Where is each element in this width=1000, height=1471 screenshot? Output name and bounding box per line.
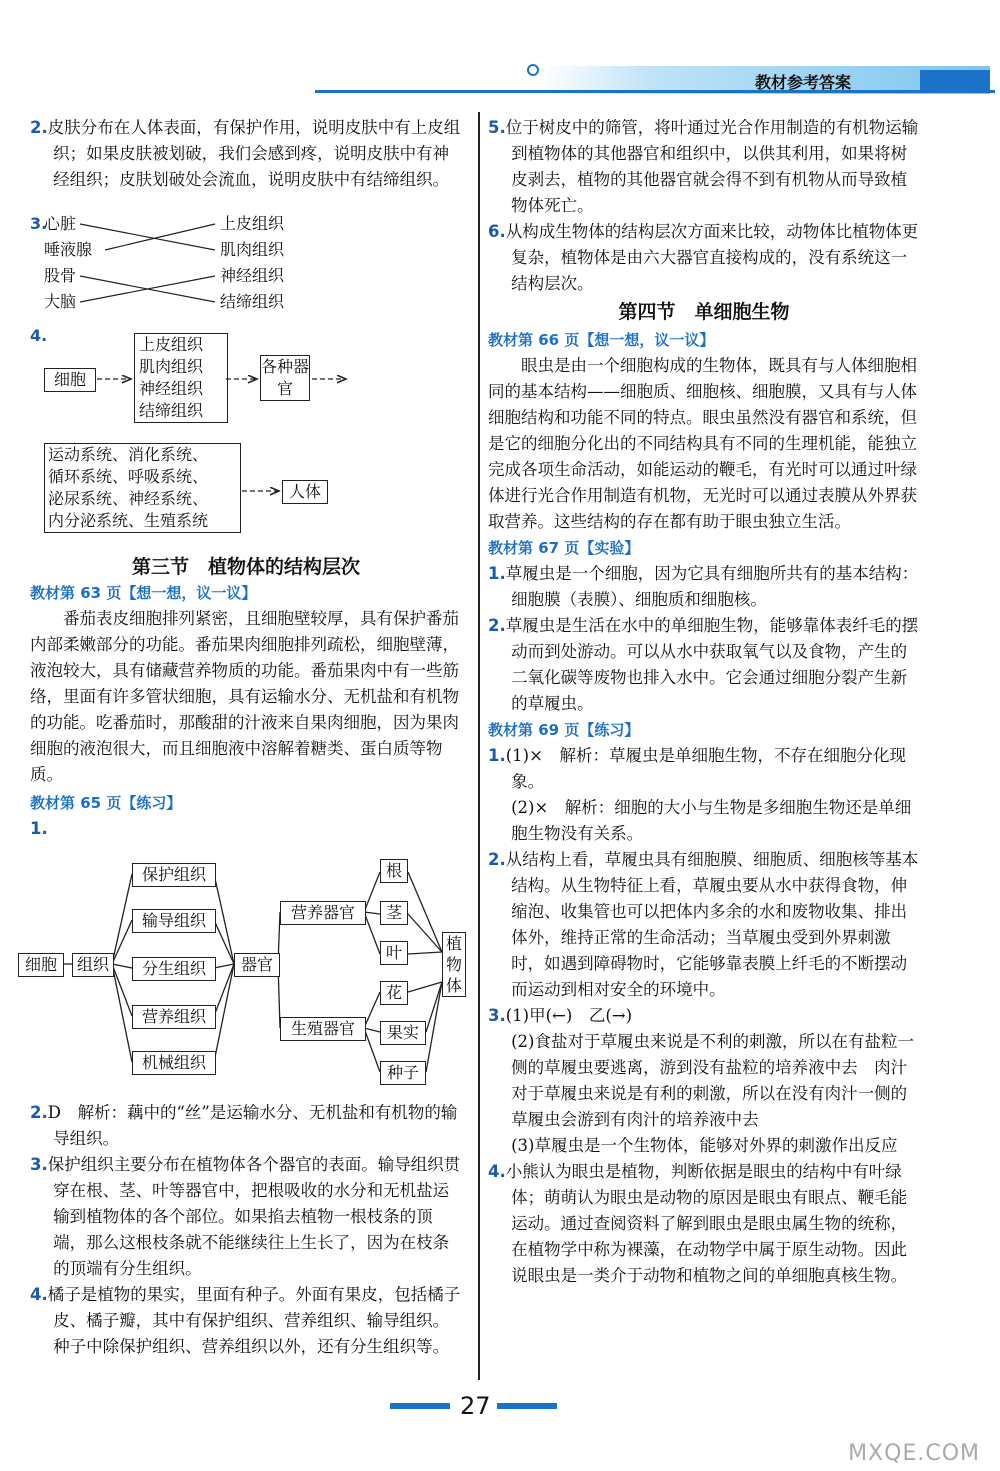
- match-left-1: 心脏: [44, 214, 77, 233]
- sub-69-label: 教材第 69 页【练习】: [488, 721, 640, 739]
- sub-66-label: 教材第 66 页【想一想，议一议】: [488, 331, 715, 349]
- answer-3b: 3.保护组织主要分布在植物体各个器官的表面。输导组织贯穿在根、茎、叶等器官中，把根吸收的水分和无机盐运输到植物体的各个部位。如果掐去植物一根枝条的顶端，那么这根枝条就不能继续往上生长了，因为在枝条的顶端有分生组织。: [30, 1155, 461, 1278]
- human-box: 人体: [282, 480, 328, 504]
- meristem-tissue-box: 分生组织: [132, 957, 216, 981]
- ex-answer-2: 2.从结构上看，草履虫具有细胞膜、细胞质、细胞核等基本结构。从生物特征上看，草履虫要从水中获得食物，伸缩泡、收集管也可以把体内多余的水和废物收集、排出体外，维持正常的生命活动；当草履虫受到外界刺激时，如遇到障碍物时，它能够靠表膜上纤毛的不断摆动而运动到相对安全的环境中。: [488, 850, 919, 999]
- answer-4b: 4.橘子是植物的果实，里面有种子。外面有果皮，包括橘子皮、橘子瓣，其中有保护组织、营养组织、输导组织。种子中除保护组织、营养组织以外，还有分生组织等。: [30, 1285, 461, 1356]
- header-title: 教材参考答案: [755, 73, 852, 92]
- plant-structure-diagram: [14, 852, 469, 1092]
- match-right-4: 结缔组织: [220, 292, 285, 311]
- ex-answer-3c: (3)草履虫是一个生物体，能够对外界的刺激作出反应: [511, 1136, 898, 1155]
- answer-6: 6.从构成生物体的结构层次方面来比较，动物体比植物体更复杂，植物体是由六大器官直接构成的，没有系统这一结构层次。: [488, 222, 919, 293]
- answer-5: 5.位于树皮中的筛管，将叶通过光合作用制造的有机物运输到植物体的其他器官和组织中，以供其利用，如果将树皮剥去，植物的其他器官就会得不到有机物从而导致植物体死亡。: [488, 118, 919, 215]
- protective-tissue-box: 保护组织: [132, 863, 216, 887]
- sub-63-label: 教材第 63 页【想一想，议一议】: [30, 584, 257, 602]
- exp-answer-2: 2.草履虫是生活在水中的单细胞生物，能够靠体表纤毛的摆动而到处游动。可以从水中获取氧气以及食物，产生的二氧化碳等废物也排入水中。它会通过细胞分裂产生新的草履虫。: [488, 616, 919, 713]
- tissues-box: 上皮组织 肌肉组织 神经组织 结缔组织: [134, 333, 228, 423]
- sub-65-label: 教材第 65 页【练习】: [30, 794, 182, 812]
- match-left-2: 唾液腺: [44, 240, 93, 259]
- fruit-box: 果实: [380, 1021, 426, 1045]
- ex-answer-1a: 1.(1)× 解析：草履虫是单细胞生物，不存在细胞分化现象。: [488, 746, 906, 791]
- match-left-4: 大脑: [44, 292, 77, 311]
- seed-box: 种子: [380, 1061, 426, 1085]
- match-right-3: 神经组织: [220, 266, 285, 285]
- footer-deco-right: [497, 1403, 557, 1409]
- match-lines: [30, 213, 230, 313]
- mechanical-tissue-box: 机械组织: [132, 1051, 216, 1075]
- footer-deco-left: [390, 1403, 450, 1409]
- left-column: [30, 115, 462, 193]
- ex-answer-4: 4.小熊认为眼虫是植物，判断依据是眼虫的结构中有叶绿体；萌萌认为眼虫是动物的原因是眼虫有眼点、鞭毛能运动。通过查阅资料了解到眼虫是眼虫属生物的统称，在植物学中称为裸藻，在动物学中属于原生动物。因此说眼虫是一类介于动物和植物之间的单细胞真核生物。: [488, 1162, 908, 1285]
- plant-cell-box: 细胞: [18, 953, 64, 977]
- conducting-tissue-box: 输导组织: [132, 909, 216, 933]
- column-divider: [478, 112, 480, 1380]
- sub-65-q1-num: 1.: [30, 819, 48, 838]
- cell-box: 细胞: [44, 368, 96, 392]
- diagram-arrows: [30, 325, 470, 545]
- flower-box: 花: [380, 981, 408, 1005]
- match-right-2: 肌肉组织: [220, 240, 285, 259]
- sub-67-label: 教材第 67 页【实验】: [488, 539, 640, 557]
- human-structure-diagram: 4. 细胞 上皮组织 肌肉组织 神经组织 结缔组织 各种器官 运动系统、消化系统、 循环系统、呼吸系统、 泌尿系统、神经系统、 内分泌系统、生殖系统 人体: [30, 325, 470, 545]
- ex-answer-1b: (2)× 解析：细胞的大小与生物是多细胞生物还是单细胞生物没有关系。: [511, 798, 912, 843]
- reproductive-organ-box: 生殖器官: [280, 1017, 366, 1041]
- answer-2: 2.皮肤分布在人体表面，有保护作用，说明皮肤中有上皮组织；如果皮肤被划破，我们会感到疼，说明皮肤中有神经组织；皮肤划破处会流血，说明皮肤中有结缔组织。: [30, 118, 461, 189]
- left-col-block3: [30, 1100, 462, 1360]
- vegetative-organ-box: 营养器官: [280, 901, 366, 925]
- organs-box: 各种器官: [260, 355, 310, 401]
- matching-diagram: 3. 心脏 唾液腺 股骨 大脑 上皮组织 肌肉组织 神经组织 结缔组织: [30, 214, 285, 311]
- sub-63-text: 番茄表皮细胞排列紧密，且细胞壁较厚，具有保护番茄内部柔嫩部分的功能。番茄果肉细胞排列疏松，细胞壁薄，液泡较大，具有储藏营养物质的功能。番茄果肉中有一些筋络，里面有许多管状细胞，具有运输水分、无机盐和有机物的功能。吃番茄时，那酸甜的汁液来自果肉细胞，因为果肉细胞的液泡很大，而且细胞液中溶解着糖类、蛋白质等物质。: [30, 609, 459, 784]
- systems-box: 运动系统、消化系统、 循环系统、呼吸系统、 泌尿系统、神经系统、 内分泌系统、生殖系统: [44, 443, 241, 533]
- ex-answer-3b: (2)食盐对于草履虫来说是不利的刺激，所以在有盐粒一侧的草履虫要逃离，游到没有盐粒的培养液中去 肉汁对于草履虫来说是有利的刺激，所以在没有肉汁一侧的草履虫会游到有肉汁的培养液中去: [511, 1032, 914, 1129]
- section-4-title: 第四节 单细胞生物: [618, 301, 790, 323]
- nutrient-tissue-box: 营养组织: [132, 1005, 216, 1029]
- sub-66-text: 眼虫是由一个细胞构成的生物体，既具有与人体细胞相同的基本结构——细胞质、细胞核、细胞膜，又具有与人体细胞结构和功能不同的特点。眼虫虽然没有器官和系统，但是它的细胞分化出的不同结构具有不同的生理机能，能独立完成各项生命活动，如能运动的鞭毛，有光时可以通过叶绿体进行光合作用制造有机物，无光时可以通过表膜从外界获取营养。这些结构的存在都有助于眼虫独立生活。: [488, 356, 917, 531]
- leaf-box: 叶: [380, 941, 408, 965]
- header-line: [315, 90, 995, 93]
- plant-organ-box: 器官: [234, 953, 280, 977]
- watermark: MXQE.COM: [848, 1441, 980, 1466]
- section-3-title: 第三节 植物体的结构层次: [131, 556, 360, 578]
- plant-body-box: 植物体: [442, 932, 466, 997]
- header-bar: [920, 70, 990, 90]
- stem-box: 茎: [380, 901, 408, 925]
- match-left-3: 股骨: [44, 266, 77, 285]
- left-col-block2: [30, 580, 462, 842]
- right-column: [488, 115, 920, 1289]
- exp-answer-1: 1.草履虫是一个细胞，因为它具有细胞所共有的基本结构：细胞膜（表膜）、细胞质和细胞核。: [488, 564, 919, 609]
- answer-2b: 2.D 解析：藕中的“丝”是运输水分、无机盐和有机物的输导组织。: [30, 1103, 458, 1148]
- page-number: 27: [460, 1392, 491, 1420]
- plant-tissue-box: 组织: [72, 953, 114, 977]
- root-box: 根: [380, 859, 408, 883]
- header-dot: [527, 64, 539, 76]
- match-right-1: 上皮组织: [220, 214, 285, 233]
- ex-answer-3a: 3.(1)甲(←) 乙(→): [488, 1006, 633, 1025]
